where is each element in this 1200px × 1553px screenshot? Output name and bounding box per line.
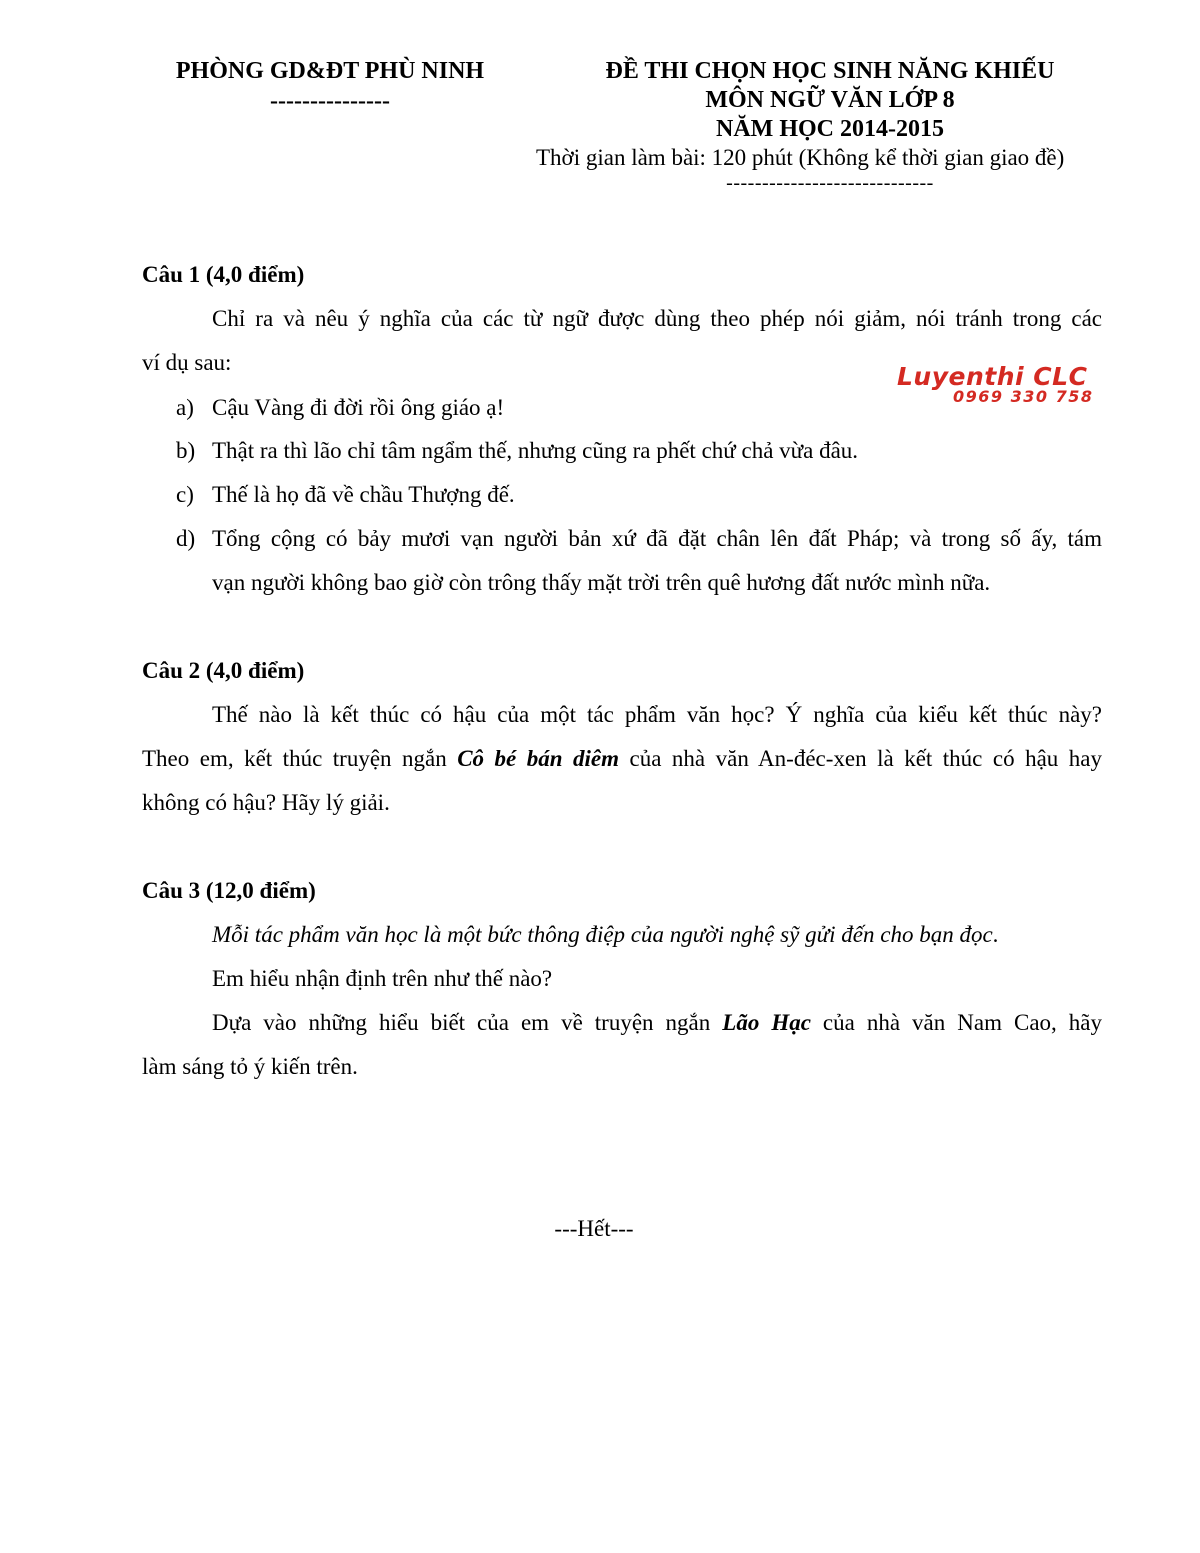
end-mark: ---Hết---: [554, 1216, 634, 1241]
department-name: PHÒNG GD&ĐT PHÙ NINH: [175, 58, 485, 84]
header-right-dashes: -----------------------------: [726, 172, 934, 194]
q1-item-d-line2: vạn người không bao giờ còn trông thấy mặt trời trên quê hương đất nước mình nữa.: [212, 570, 991, 595]
q2-line2-pre: Theo em, kết thúc truyện ngắn: [142, 746, 458, 771]
q1-item-b: Thật ra thì lão chỉ tâm ngẩm thế, nhưng cũng ra phết chứ chả vừa đâu.: [212, 438, 859, 463]
q3-quote-end: .: [992, 922, 999, 947]
q2-line2-post: của nhà văn An-đéc-xen là kết thúc có hậu hay: [619, 746, 1102, 771]
q3-title: Câu 3 (12,0 điểm): [142, 878, 316, 903]
exam-title: ĐỀ THI CHỌN HỌC SINH NĂNG KHIẾU: [605, 58, 1055, 84]
watermark-phone: 0969 330 758: [953, 387, 1094, 406]
q3-line4: làm sáng tỏ ý kiến trên.: [142, 1054, 358, 1079]
q1-item-a: Cậu Vàng đi đời rồi ông giáo ạ!: [212, 395, 505, 420]
q3-quote-line: [212, 920, 998, 950]
q3-line3-pre: Dựa vào những hiểu biết của em về truyện ngắn: [212, 1010, 723, 1035]
q1-intro-line2: ví dụ sau:: [142, 350, 232, 375]
q2-line1: Thế nào là kết thúc có hậu của một tác phẩm văn học? Ý nghĩa của kiểu kết thúc này?: [212, 702, 1102, 727]
q1-item-b-marker: b): [176, 438, 196, 463]
q1-title: Câu 1 (4,0 điểm): [142, 262, 305, 287]
q2-line3: không có hậu? Hãy lý giải.: [142, 790, 390, 815]
watermark-brand: Luyenthi CLC: [897, 362, 1088, 391]
q1-item-c-marker: c): [176, 482, 194, 507]
q1-item-a-marker: a): [176, 395, 194, 420]
time-note: Thời gian làm bài: 120 phút (Không kể thời gian giao đề): [536, 145, 1065, 170]
q1-intro-line1: Chỉ ra và nêu ý nghĩa của các từ ngữ được dùng theo phép nói giảm, nói tránh trong các: [212, 306, 1102, 331]
subject-title: MÔN NGỮ VĂN LỚP 8: [705, 87, 955, 113]
q2-work-title: Cô bé bán diêm: [457, 746, 620, 771]
q1-item-c: Thế là họ đã về chầu Thượng đế.: [212, 482, 515, 507]
q3-line3: [212, 1008, 1102, 1038]
q1-item-d-line1: Tổng cộng có bảy mươi vạn người bản xứ đã đặt chân lên đất Pháp; và trong số ấy, tám: [212, 526, 1102, 551]
q3-line2: Em hiểu nhận định trên như thế nào?: [212, 966, 553, 991]
department-dashes: ---------------: [270, 88, 390, 114]
q2-title: Câu 2 (4,0 điểm): [142, 658, 305, 683]
q3-line3-post: của nhà văn Nam Cao, hãy: [810, 1010, 1102, 1035]
school-year: NĂM HỌC 2014-2015: [716, 116, 944, 142]
q1-item-d-marker: d): [176, 526, 196, 551]
q2-line2: [142, 744, 1102, 774]
q3-quote: Mỗi tác phẩm văn học là một bức thông điệp của người nghệ sỹ gửi đến cho bạn đọc: [212, 922, 993, 947]
q3-work-title: Lão Hạc: [722, 1010, 811, 1035]
